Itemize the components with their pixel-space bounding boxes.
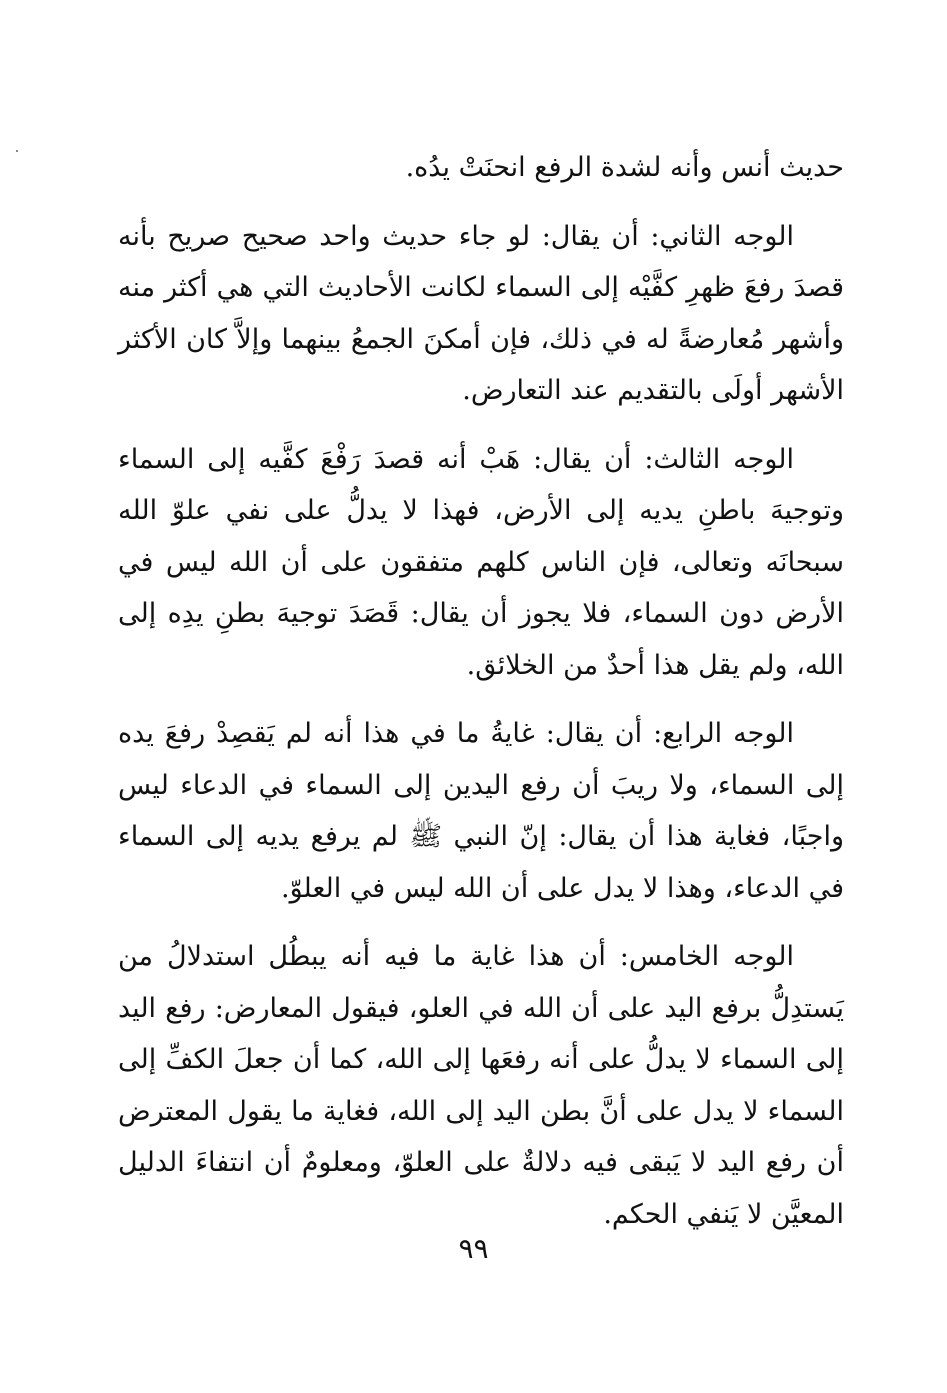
paragraph-fourth-aspect: الوجه الرابع: أن يقال: غايةُ ما في هذا أنه لم يَقصِدْ رفعَ يده إلى السماء، ولا ريبَ أن رفع اليدين إلى السماء في الدعاء ليس واجبًا، فغاية هذا أن يقال: إنّ النبي ﷺ لم يرفع يديه إلى السماء في الدعاء، وهذا لا يدل على أن الله ليس في العلوّ. xyxy=(118,718,844,904)
paragraph-fifth-aspect: الوجه الخامس: أن هذا غاية ما فيه أنه يبطُل استدلالُ من يَستدِلُّ برفع اليد على أن الله في العلو، فيقول المعارض: رفع اليد إلى السماء لا يدلُّ على أنه رفعَها إلى الله، كما أن جعلَ الكفِّ إلى السماء لا يدل على أنَّ بطن اليد إلى الله، فغاية ما يقول المعترض أن رفع اليد لا يَبقى فيه دلالةٌ على العلوّ، ومعلومٌ أن انتفاءَ الدليل المعيَّن لا يَنفي الحكم. xyxy=(118,941,844,1230)
paragraph-second-aspect: الوجه الثاني: أن يقال: لو جاء حديث واحد صحيح صريح بأنه قصدَ رفعَ ظهرِ كفَّيْه إلى السماء لكانت الأحاديث التي هي أكثر منه وأشهر مُعارضةً له في ذلك، فإن أمكنَ الجمعُ بينهما وإلاَّ كان الأكثر الأشهر أولَى بالتقديم عند التعارض. xyxy=(118,220,844,406)
page-number: ٩٩ xyxy=(458,1232,489,1265)
page-body xyxy=(118,142,844,1257)
paragraph-continuation: حديث أنس وأنه لشدة الرفع انحنَتْ يدُه. xyxy=(405,152,844,183)
scan-edge-mark xyxy=(16,150,18,152)
paragraph-third-aspect: الوجه الثالث: أن يقال: هَبْ أنه قصدَ رَفْعَ كفَّيه إلى السماء وتوجيهَ باطنِ يديه إلى الأرض، فهذا لا يدلُّ على نفي علوّ الله سبحانَه وتعالى، فإن الناس كلهم متفقون على أن الله ليس في الأرض دون السماء، فلا يجوز أن يقال: قَصَدَ توجيهَ بطنِ يدِه إلى الله، ولم يقل هذا أحدٌ من الخلائق. xyxy=(118,443,844,681)
